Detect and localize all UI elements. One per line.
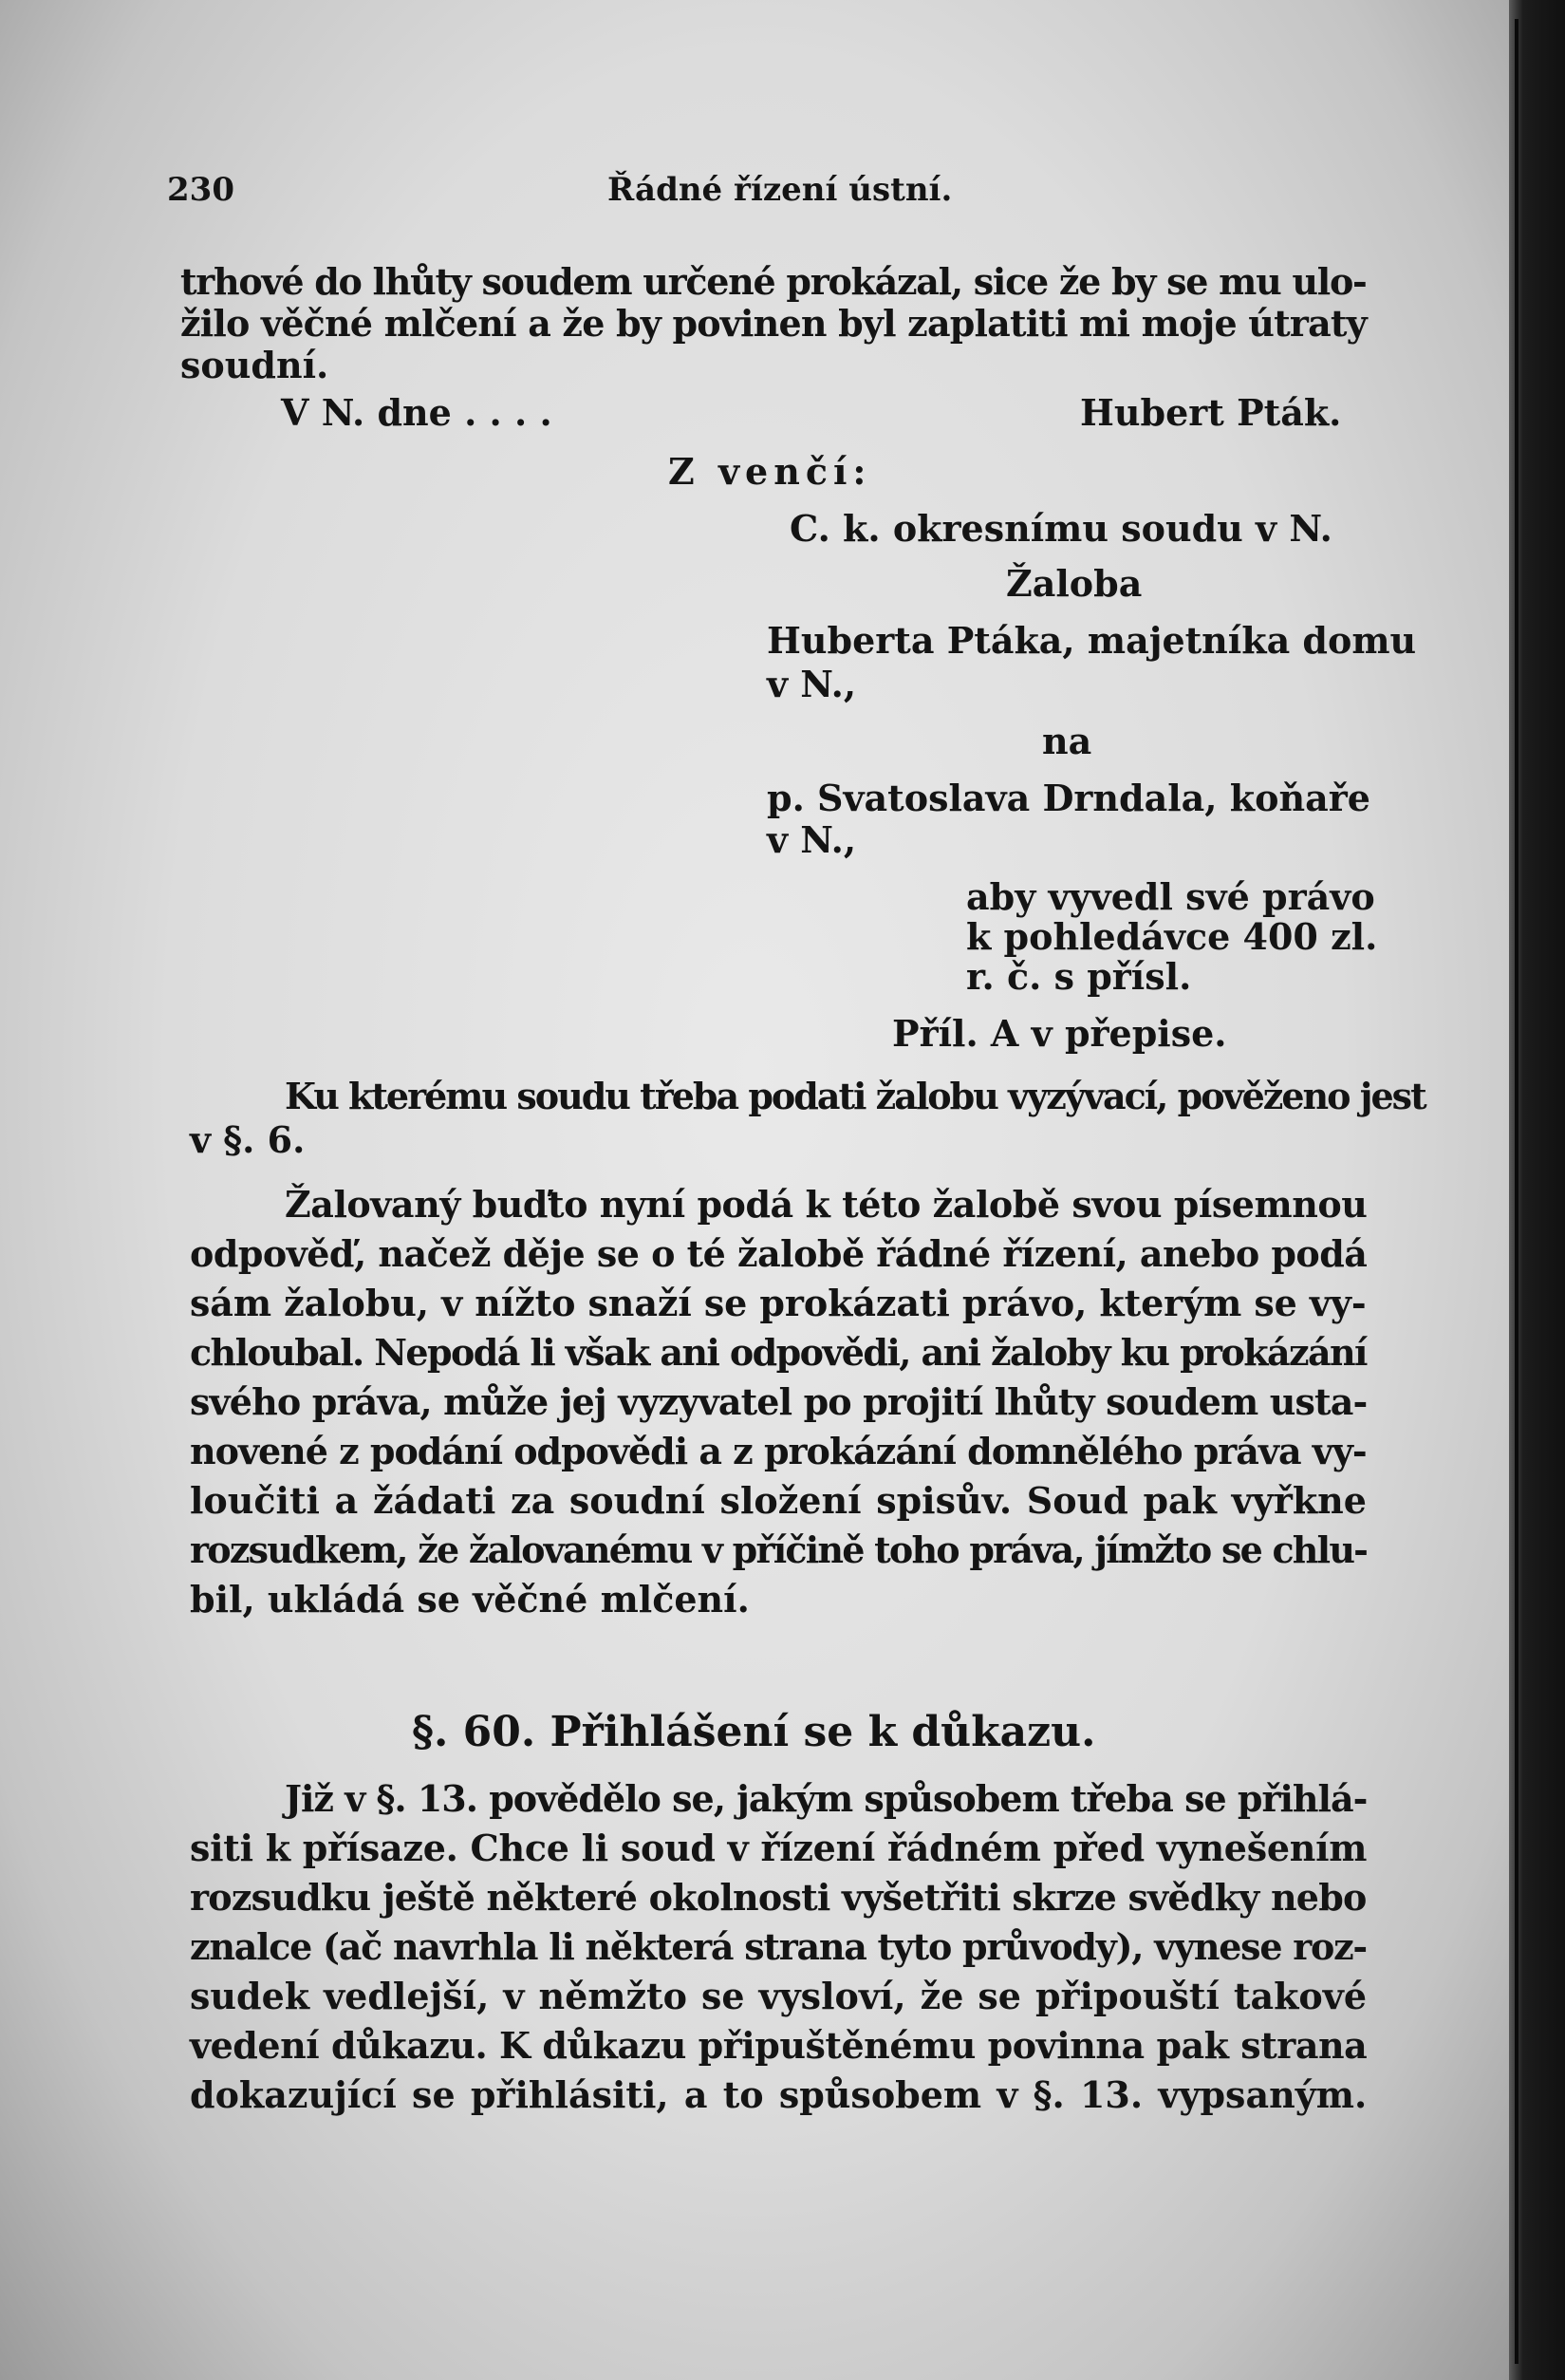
paragraph-line: novené z podání odpovědi a z prokázání domnělého práva vy- [190, 1430, 1367, 1472]
intro-line: soudní. [180, 344, 329, 386]
running-title: Řádné řízení ústní. [607, 171, 953, 209]
paragraph-line: sám žalobu, v nížto snaží se prokázati právo, kterým se vy- [190, 1282, 1367, 1324]
paragraph-line: Ku kterému soudu třeba podati žalobu vyzývací, pověženo jest [285, 1075, 1425, 1117]
outside-label: Z venčí: [668, 450, 872, 493]
paragraph-line: siti k přísaze. Chce li soud v řízení řádném před vynešením [190, 1827, 1368, 1869]
paragraph-line: v §. 6. [190, 1118, 306, 1161]
page-number: 230 [167, 171, 234, 209]
signature: Hubert Pták. [1080, 391, 1342, 434]
paragraph-line: Žalovaný buďto nyní podá k této žalobě svou písemnou [285, 1183, 1368, 1226]
purpose-line: k pohledávce 400 zl. [966, 915, 1378, 958]
attachment-note: Příl. A v přepise. [892, 1012, 1227, 1055]
paragraph-line: loučiti a žádati za soudní složení spisův. Soud pak vyřkne [190, 1479, 1367, 1522]
page-edge-line [1515, 19, 1518, 2364]
plaintiff-line: v N., [767, 663, 857, 705]
date-line: V N. dne . . . . [281, 391, 552, 434]
paragraph-line: vedení důkazu. K důkazu připuštěnému povinna pak strana [190, 2024, 1368, 2067]
paragraph-line: sudek vedlejší, v němžto se vysloví, že se připouští takové [190, 1975, 1368, 2017]
paragraph-line: rozsudku ještě některé okolnosti vyšetřiti skrze svědky nebo [190, 1876, 1367, 1919]
plaintiff-line: Huberta Ptáka, majetníka domu [767, 619, 1417, 662]
defendant-line: p. Svatoslava Drndala, koňaře [767, 777, 1370, 819]
paragraph-line: svého práva, může jej vyzyvatel po projití lhůty soudem usta- [190, 1380, 1368, 1423]
paragraph-line: znalce (ač navrhla li některá strana tyto průvody), vynese roz- [190, 1925, 1367, 1968]
intro-line: trhové do lhůty soudem určené prokázal, sice že by se mu ulo- [180, 260, 1367, 303]
paragraph-line: Již v §. 13. povědělo se, jakým spůsobem třeba se přihlá- [285, 1777, 1368, 1820]
intro-line: žilo věčné mlčení a že by povinen byl zaplatiti mi moje útraty [180, 302, 1367, 345]
paragraph-line: dokazující se přihlásiti, a to spůsobem v §. 13. vypsaným. [190, 2073, 1368, 2116]
paragraph-line: bil, ukládá se věčné mlčení. [190, 1578, 750, 1621]
na-label: na [1042, 720, 1092, 762]
paragraph-line: chloubal. Nepodá li však ani odpovědi, ani žaloby ku prokázání [190, 1331, 1367, 1374]
document-title: Žaloba [1006, 562, 1143, 605]
purpose-line: r. č. s přísl. [966, 955, 1192, 998]
paragraph-line: odpověď, načež děje se o té žalobě řádné řízení, anebo podá [190, 1232, 1368, 1275]
purpose-line: aby vyvedl své právo [966, 875, 1375, 918]
addressee: C. k. okresnímu soudu v N. [790, 507, 1332, 550]
section-heading: §. 60. Přihlášení se k důkazu. [412, 1708, 1096, 1756]
paragraph-line: rozsudkem, že žalovanému v příčině toho práva, jímžto se chlu- [190, 1528, 1368, 1571]
defendant-line: v N., [767, 818, 857, 861]
